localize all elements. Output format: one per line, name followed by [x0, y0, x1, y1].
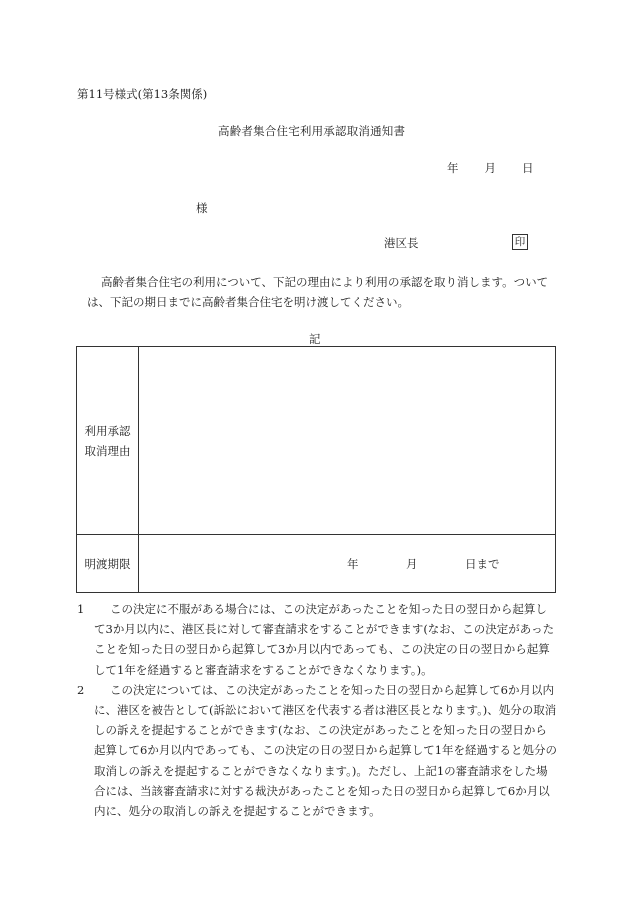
deadline-row [77, 535, 555, 592]
deadline-month: 月 [406, 557, 418, 571]
note-number: 1 [77, 602, 85, 616]
body-paragraph: 高齢者集合住宅の利用について、下記の理由により利用の承認を取り消します。ついては、下記の期日までに高齢者集合住宅を明け渡してください。 [87, 275, 549, 309]
seal-mark: 印 [512, 234, 528, 250]
ki-heading: 記 [309, 332, 321, 346]
deadline-day: 日まで [465, 557, 500, 571]
form-number: 第11号様式(第13条関係) [77, 87, 208, 101]
date-line [447, 160, 534, 176]
date-year: 年 [447, 161, 459, 175]
reason-value-cell [138, 347, 555, 534]
issuer-name: 港区長 [384, 236, 419, 250]
reason-label-line1: 利用承認 [84, 423, 131, 438]
reason-row [77, 347, 555, 535]
addressee-suffix: 様 [196, 201, 208, 215]
reason-label-line2: 取消理由 [84, 443, 131, 458]
note-text: この決定については、この決定があったことを知った日の翌日から起算して6か月以内に、港区を被告として(訴訟において港区を代表する者は港区長となります。)、処分の取消しの訴えを提起することができます(なお、この決定があったことを知った日の翌日から起算して6か月以内であっても、この決定の日の翌日から起算して1年を経過すると処分の取消しの訴えを提起することができなくなります。)。ただし、上記1の審査請求をした場合には、当該審査請求に対する裁決があったことを知った日の翌日から起算して6か月以内に、処分の取消しの訴えを提起することができます。 [94, 682, 558, 819]
document-title: 高齢者集合住宅利用承認取消通知書 [218, 124, 406, 138]
deadline-value-cell [138, 535, 555, 592]
note-item [77, 680, 557, 821]
note-item [77, 599, 557, 680]
date-month: 月 [484, 161, 496, 175]
deadline-year: 年 [347, 557, 359, 571]
reason-label-cell [77, 347, 139, 534]
date-day: 日 [522, 161, 534, 175]
deadline-label-cell: 明渡期限 [77, 535, 139, 592]
record-table [76, 346, 556, 593]
notes-list [77, 599, 557, 821]
note-text: この決定に不服がある場合には、この決定があったことを知った日の翌日から起算して3か月以内に、港区長に対して審査請求をすることができます(なお、この決定があったことを知った日の翌日から起算して3か月以内であっても、この決定の日の翌日から起算して1年を経過すると審査請求をすることができなくなります。)。 [94, 602, 555, 677]
note-number: 2 [77, 682, 85, 697]
